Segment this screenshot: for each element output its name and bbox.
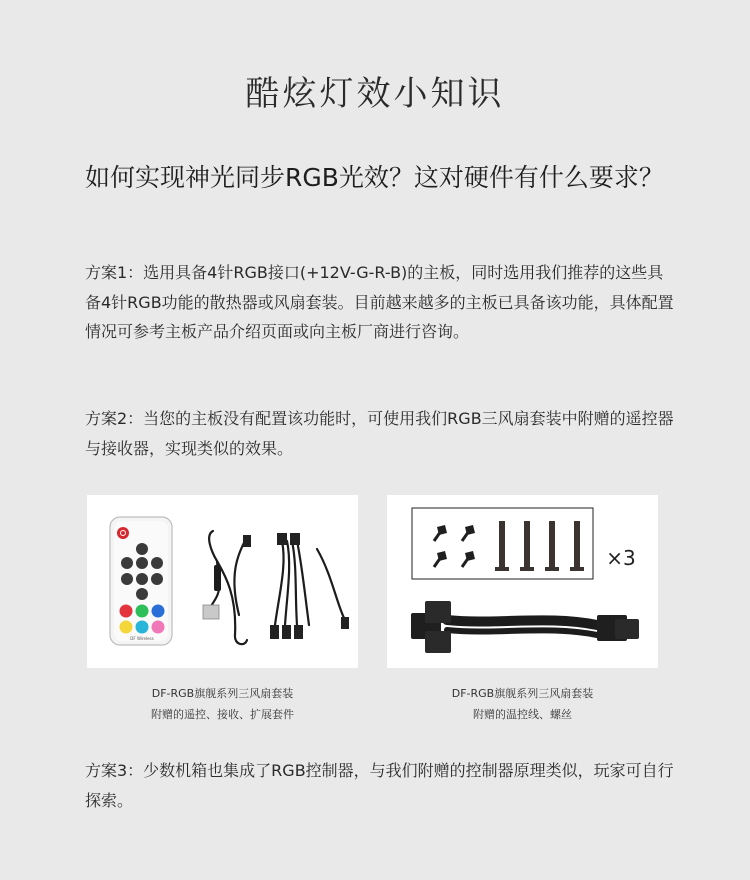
left-photo-caption <box>87 683 358 725</box>
remote-brand-label: DF Wireless <box>130 636 154 641</box>
plan-2-text: 方案2：当您的主板没有配置该功能时，可使用我们RGB三风扇套装中附赠的遥控器与接收器，实现类似的效果。 <box>85 409 674 458</box>
receiver-plug <box>243 535 251 547</box>
plan-3-text: 方案3：少数机箱也集成了RGB控制器，与我们附赠的控制器原理类似，玩家可自行探索。 <box>85 761 674 810</box>
temp-control-cable-icon <box>411 601 639 653</box>
screws-cable-photo <box>387 495 658 668</box>
plan-1-text: 方案1：选用具备4针RGB接口(+12V-G-R-B)的主板，同时选用我们推荐的这些具备4针RGB功能的散热器或风扇套装。目前越来越多的主板已具备该功能，具体配置情况可参考主板产品介绍页面或向主板厂商进行咨询。 <box>85 263 674 341</box>
remote-kit-illustration <box>87 495 358 668</box>
receiver-connector <box>203 605 219 619</box>
left-caption-line-1: DF-RGB旗舰系列三风扇套装 <box>151 687 294 700</box>
screws-cable-illustration <box>387 495 658 668</box>
section-heading: 如何实现神光同步RGB光效？这对硬件有什么要求？ <box>85 163 664 192</box>
right-caption-line-2: 附赠的温控线、螺丝 <box>473 708 572 721</box>
remote-kit-photo <box>87 495 358 668</box>
quantity-label: ×3 <box>606 546 636 570</box>
receiver-body <box>214 565 221 591</box>
page-title: 酷炫灯效小知识 <box>245 74 505 114</box>
extension-cable-icon <box>275 541 345 625</box>
power-button-icon <box>117 527 129 539</box>
remote-control-icon <box>110 517 172 645</box>
left-caption-line-2: 附赠的遥控、接收、扩展套件 <box>151 708 294 721</box>
right-photo-caption <box>387 683 658 725</box>
right-caption-line-1: DF-RGB旗舰系列三风扇套装 <box>451 687 594 700</box>
